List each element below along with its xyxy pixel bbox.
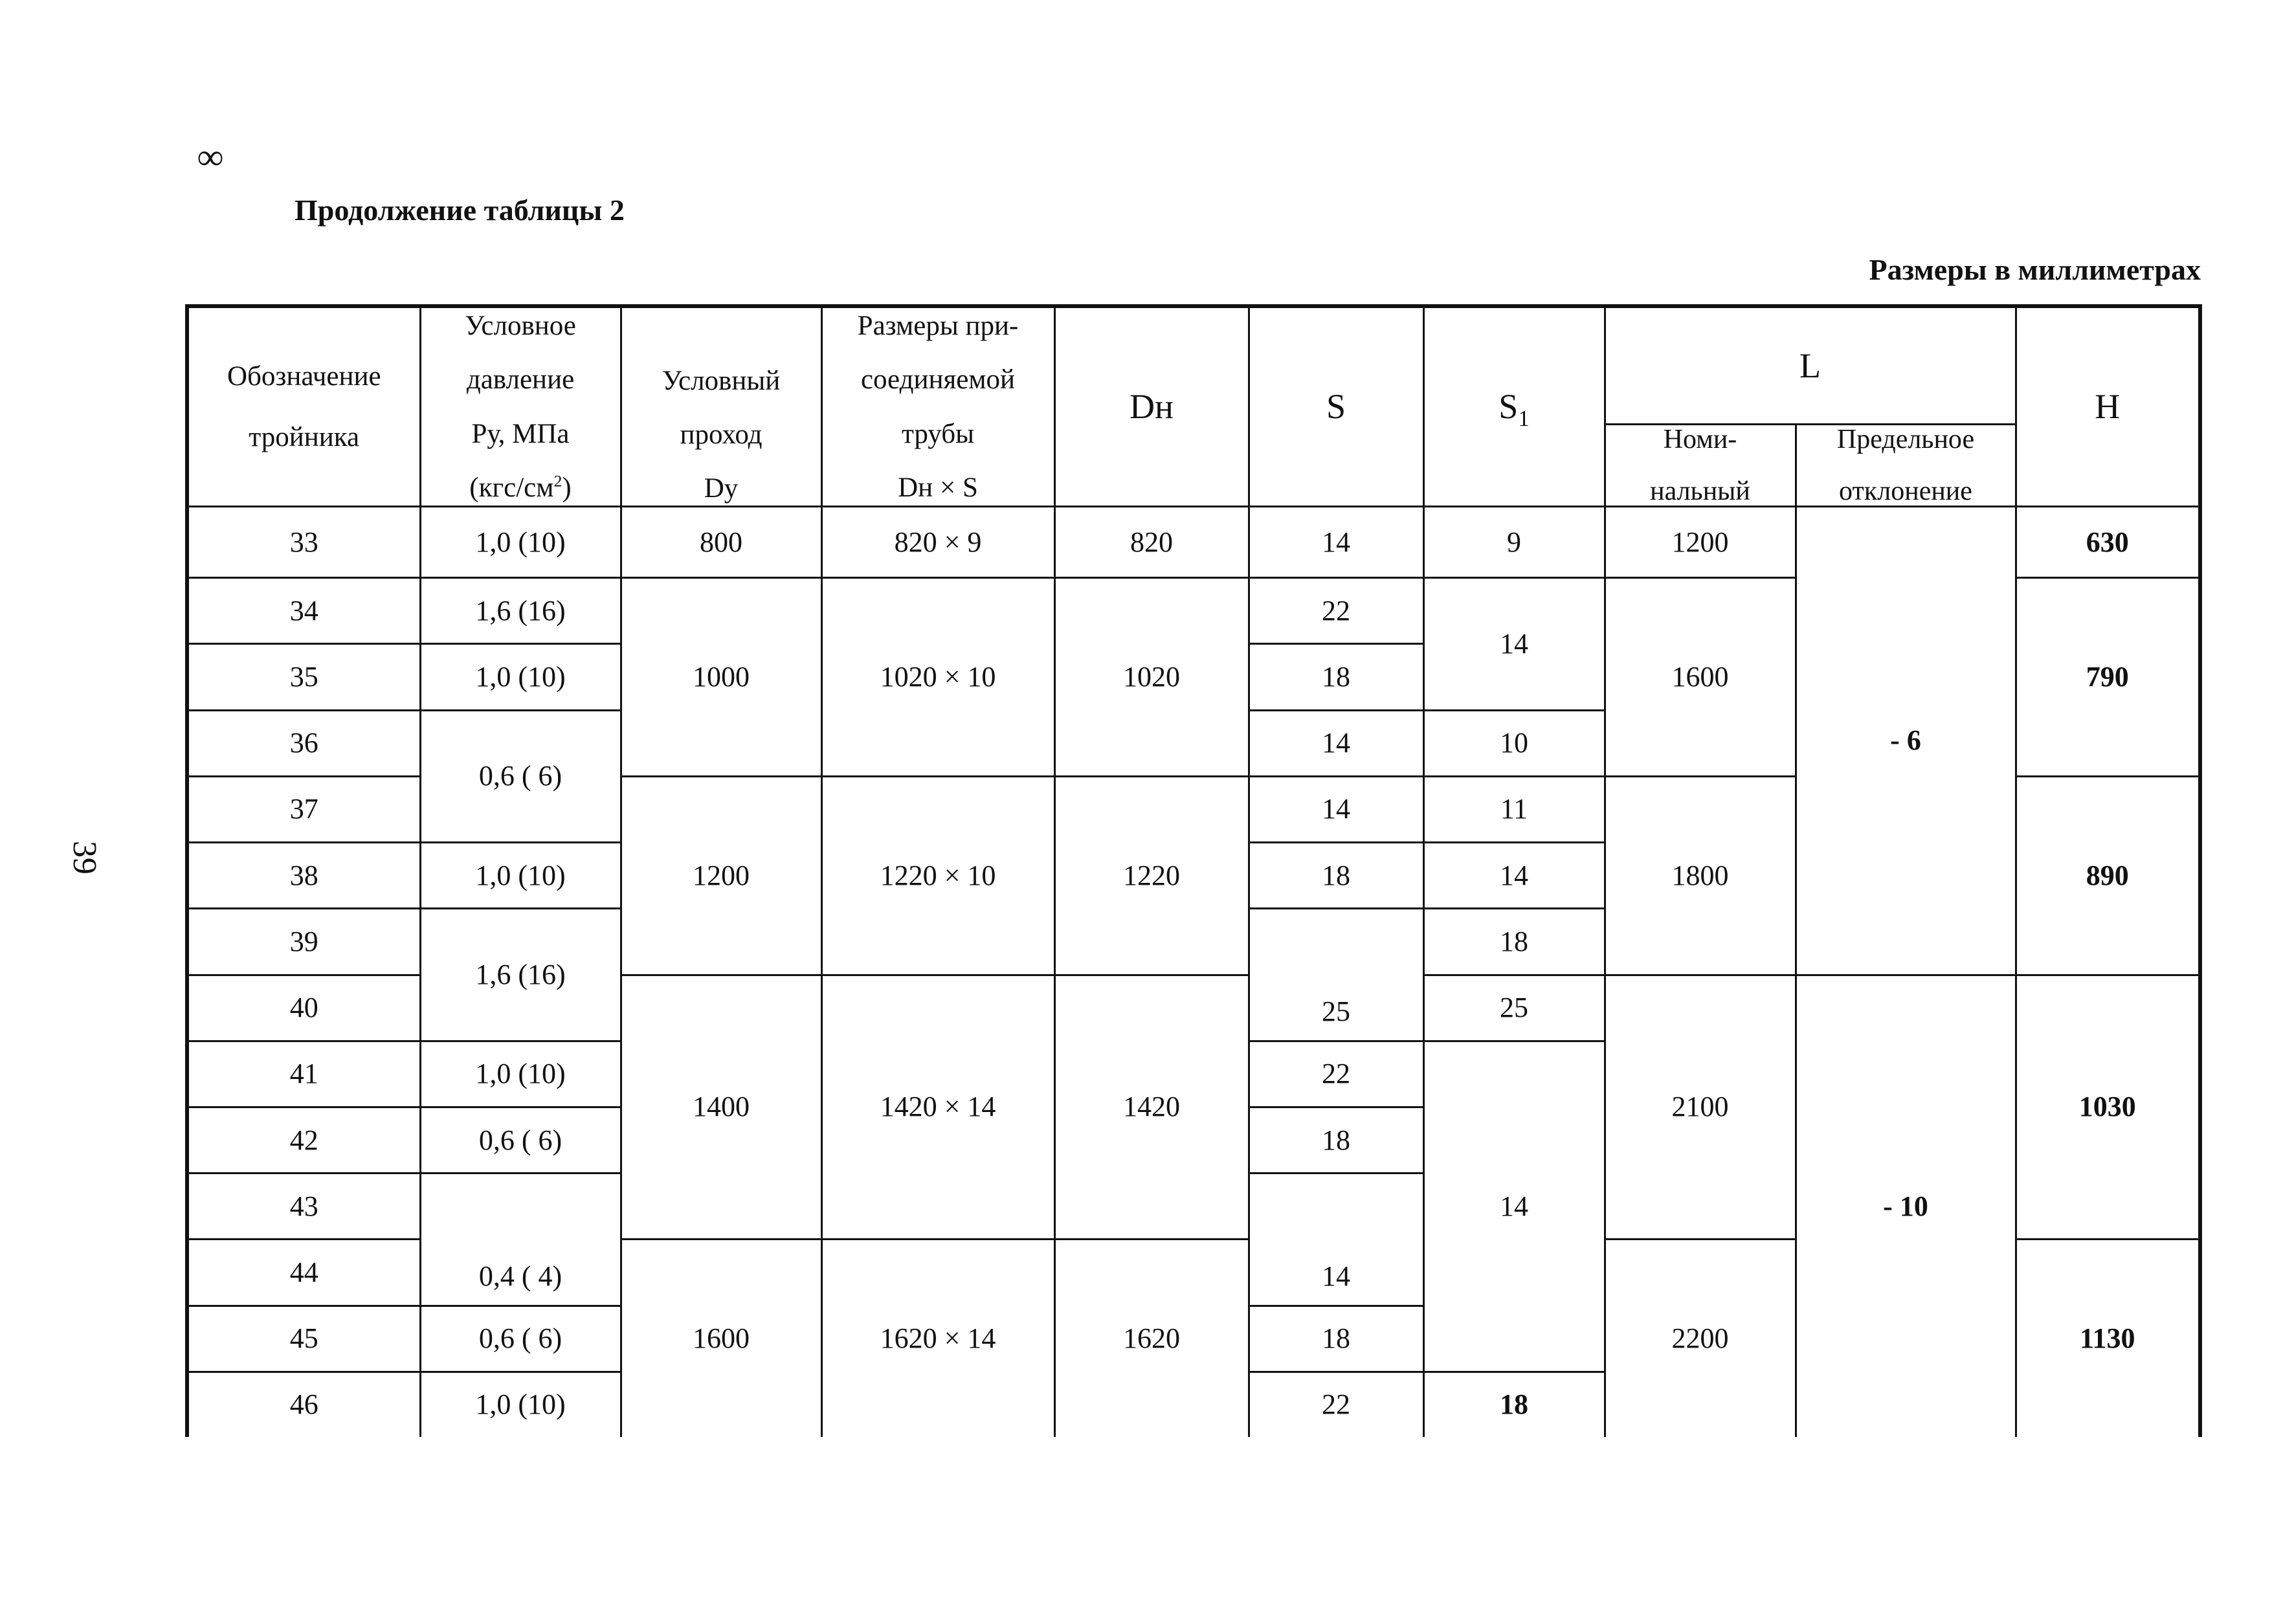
cell-pressure: 1,0 (10) <box>420 507 621 578</box>
cell-l-nominal: 1600 <box>1605 578 1796 777</box>
cell-s: 18 <box>1249 1306 1423 1372</box>
cell-h: 630 <box>2016 507 2200 578</box>
cell-pipe-size: 1620 × 14 <box>821 1240 1054 1437</box>
header-l-nominal <box>1605 425 1796 507</box>
cell-dn: 1420 <box>1054 975 1249 1240</box>
cell-s1: 18 <box>1423 909 1605 975</box>
cell-s: 25 <box>1249 909 1423 1041</box>
header-pressure-line3: Ру, МПа <box>471 418 570 449</box>
cell-nominal-bore: 1000 <box>621 578 821 777</box>
header-h: H <box>2016 306 2200 507</box>
header-pipe-line2: соединяемой <box>860 364 1016 395</box>
cell-pressure: 1,0 (10) <box>420 644 621 710</box>
cell-designation: 41 <box>187 1041 420 1107</box>
cell-s: 14 <box>1249 710 1423 776</box>
cell-l-nominal: 2200 <box>1605 1240 1796 1437</box>
header-bore-line2: проход <box>680 419 763 450</box>
cell-pressure: 0,4 ( 4) <box>420 1174 621 1306</box>
header-pressure-line1: Условное <box>465 311 576 342</box>
cell-s1: 11 <box>1423 776 1605 842</box>
cell-s: 22 <box>1249 578 1423 644</box>
cell-s: 18 <box>1249 644 1423 710</box>
cell-s1: 14 <box>1423 578 1605 710</box>
cell-l-tolerance: - 6 <box>1796 507 2016 975</box>
cell-designation: 34 <box>187 578 420 644</box>
cell-s: 14 <box>1249 1174 1423 1306</box>
header-s1-subscript: 1 <box>1518 406 1530 432</box>
table-caption: Продолжение таблицы 2 <box>295 194 625 227</box>
cell-s1: 9 <box>1423 507 1605 578</box>
cell-s1: 25 <box>1423 975 1605 1041</box>
cell-l-nominal: 2100 <box>1605 975 1796 1240</box>
cell-pressure: 0,6 ( 6) <box>420 1107 621 1173</box>
header-s1 <box>1423 306 1605 507</box>
header-s: S <box>1249 306 1423 507</box>
cell-designation: 45 <box>187 1306 420 1372</box>
page-number: 39 <box>66 841 103 874</box>
cell-h: 1030 <box>2016 975 2200 1240</box>
cell-pressure: 1,0 (10) <box>420 1041 621 1107</box>
header-pressure-unit-exponent: 2 <box>553 471 562 491</box>
cell-dn: 1020 <box>1054 578 1249 777</box>
cell-designation: 40 <box>187 975 420 1041</box>
cell-s: 14 <box>1249 776 1423 842</box>
cell-s: 14 <box>1249 507 1423 578</box>
cell-dn: 820 <box>1054 507 1249 578</box>
cell-pipe-size: 820 × 9 <box>821 507 1054 578</box>
cell-designation: 38 <box>187 843 420 909</box>
cell-pressure: 1,0 (10) <box>420 843 621 909</box>
cell-nominal-bore: 1400 <box>621 975 821 1240</box>
cell-dn: 1220 <box>1054 776 1249 975</box>
cell-pipe-size: 1420 × 14 <box>821 975 1054 1240</box>
header-pressure <box>420 306 621 507</box>
cell-l-tolerance: - 10 <box>1796 975 2016 1437</box>
header-dn: Dн <box>1054 306 1249 507</box>
cell-s: 22 <box>1249 1041 1423 1107</box>
cell-nominal-bore: 800 <box>621 507 821 578</box>
cell-pressure: 1,6 (16) <box>420 909 621 1041</box>
header-l-tolerance-line2: отклонение <box>1839 476 1972 507</box>
cell-designation: 43 <box>187 1174 420 1240</box>
header-pressure-unit: (кгс/см <box>469 472 554 503</box>
cell-s1: 14 <box>1423 843 1605 909</box>
cell-pipe-size: 1220 × 10 <box>821 776 1054 975</box>
header-pressure-line2: давление <box>466 364 575 395</box>
header-l-nominal-line1: Номи- <box>1663 425 1737 454</box>
cell-h: 890 <box>2016 776 2200 975</box>
header-l-tolerance-line1: Предельное <box>1836 425 1975 454</box>
cell-s: 18 <box>1249 1107 1423 1173</box>
cell-pressure: 1,6 (16) <box>420 578 621 644</box>
cell-nominal-bore: 1200 <box>621 776 821 975</box>
header-s1-base: S <box>1498 387 1519 427</box>
header-designation <box>187 306 420 507</box>
header-nominal-bore <box>621 306 821 507</box>
header-l-nominal-line2: нальный <box>1650 476 1750 507</box>
table-row <box>187 507 2200 578</box>
cell-s1: 10 <box>1423 710 1605 776</box>
corner-mark: ∞ <box>197 137 223 177</box>
cell-designation: 46 <box>187 1372 420 1437</box>
header-bore-line3: Dу <box>704 473 739 504</box>
tee-dimensions-table <box>185 304 2202 1437</box>
cell-designation: 36 <box>187 710 420 776</box>
cell-designation: 42 <box>187 1107 420 1173</box>
header-pressure-line4 <box>425 473 616 502</box>
header-pressure-unit-close: ) <box>562 472 572 503</box>
cell-pressure: 0,6 ( 6) <box>420 1306 621 1372</box>
header-pipe-size <box>821 306 1054 507</box>
cell-h: 790 <box>2016 578 2200 777</box>
cell-designation: 33 <box>187 507 420 578</box>
cell-pressure: 1,0 (10) <box>420 1372 621 1437</box>
header-pipe-line4: Dн × S <box>898 472 978 503</box>
cell-s: 18 <box>1249 843 1423 909</box>
header-bore-line1: Условный <box>662 366 781 396</box>
header-designation-line1: Обозначение <box>227 361 381 392</box>
cell-s1: 14 <box>1423 1041 1605 1372</box>
header-pipe-line3: трубы <box>902 418 974 449</box>
header-l: L <box>1605 306 2016 425</box>
cell-nominal-bore: 1600 <box>621 1240 821 1437</box>
units-note: Размеры в миллиметрах <box>1869 253 2201 286</box>
cell-l-nominal: 1800 <box>1605 776 1796 975</box>
header-pipe-line1: Размеры при- <box>857 311 1019 342</box>
cell-designation: 37 <box>187 776 420 842</box>
cell-dn: 1620 <box>1054 1240 1249 1437</box>
cell-designation: 39 <box>187 909 420 975</box>
cell-pipe-size: 1020 × 10 <box>821 578 1054 777</box>
cell-s: 22 <box>1249 1372 1423 1437</box>
cell-s1: 18 <box>1423 1372 1605 1437</box>
header-designation-line2: тройника <box>249 421 360 452</box>
cell-l-nominal: 1200 <box>1605 507 1796 578</box>
cell-pressure: 0,6 ( 6) <box>420 710 621 842</box>
cell-designation: 44 <box>187 1240 420 1306</box>
cell-designation: 35 <box>187 644 420 710</box>
cell-h: 1130 <box>2016 1240 2200 1437</box>
header-l-tolerance <box>1796 425 2016 507</box>
